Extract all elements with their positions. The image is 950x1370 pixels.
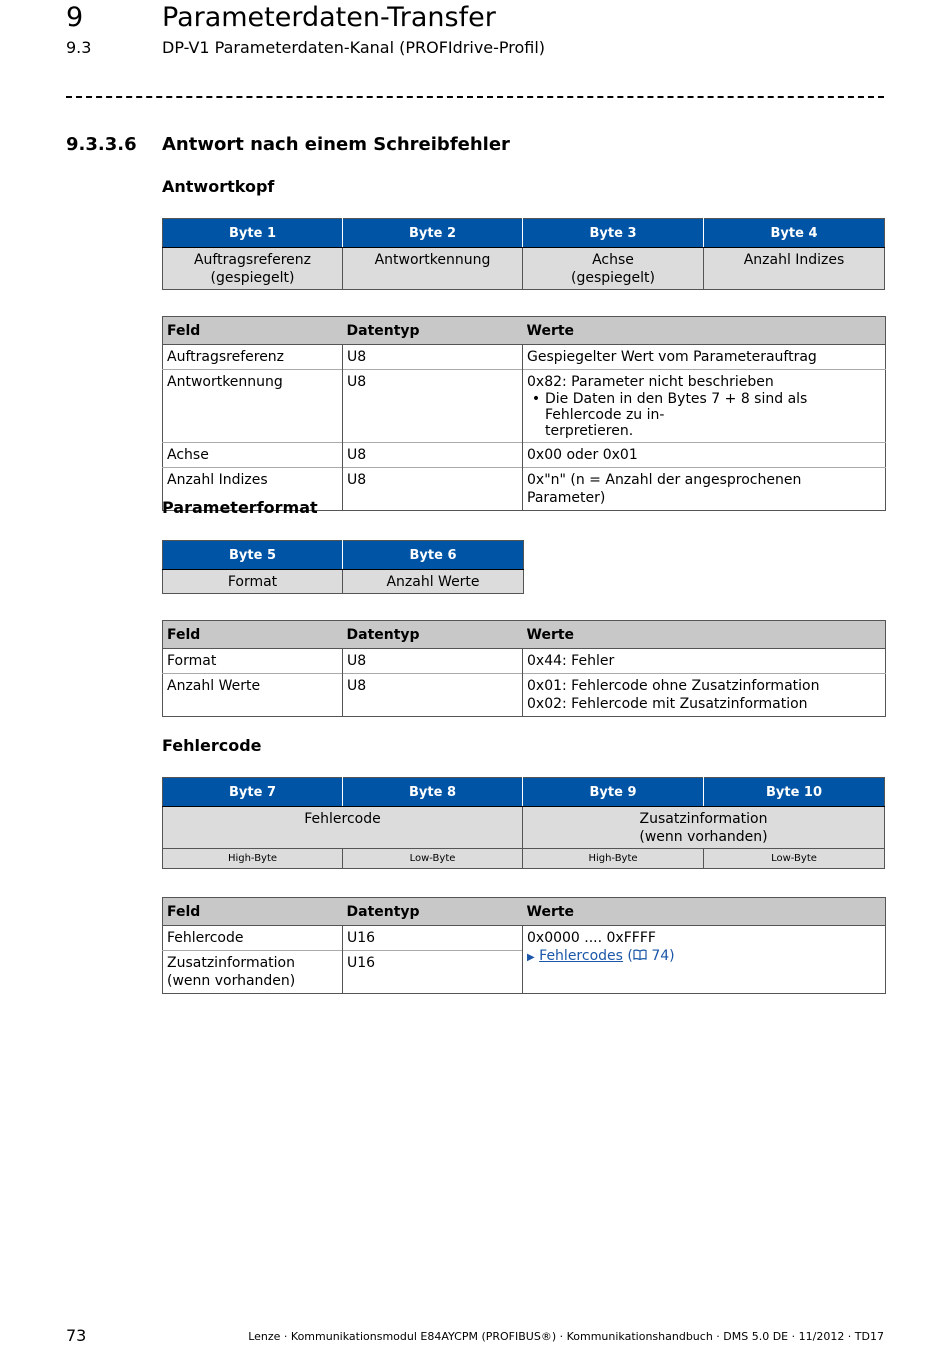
antwortkopf-byte-table bbox=[162, 218, 885, 290]
field-cell: Anzahl Indizes bbox=[163, 468, 343, 511]
value-line: 0x01: Fehlercode ohne Zusatzinformation bbox=[527, 678, 820, 694]
field-cell: Format bbox=[167, 653, 217, 669]
value-line: 0x82: Parameter nicht beschrieben bbox=[527, 374, 774, 390]
field-cell: Achse bbox=[163, 443, 343, 468]
bullet-dot-icon: • bbox=[531, 391, 541, 407]
column-header: Datentyp bbox=[343, 621, 523, 649]
type-cell: U8 bbox=[343, 345, 523, 370]
byte-header: Byte 10 bbox=[704, 778, 885, 807]
heading-title: Antwort nach einem Schreibfehler bbox=[162, 134, 510, 155]
field-cell: Anzahl Werte bbox=[163, 674, 343, 717]
byte-cell: Format bbox=[163, 570, 343, 594]
byte-cell bbox=[163, 248, 343, 290]
bullet-line: Die Daten in den Bytes 7 + 8 sind als Fehlercode zu in- bbox=[545, 391, 808, 423]
byte-header: Byte 5 bbox=[163, 541, 343, 570]
cell-line: Achse bbox=[592, 252, 634, 268]
column-header: Feld bbox=[163, 621, 343, 649]
type-cell: U8 bbox=[343, 443, 523, 468]
type-cell: U8 bbox=[343, 370, 523, 443]
parameterformat-field-table bbox=[162, 620, 886, 717]
antwortkopf-field-table bbox=[162, 316, 886, 511]
value-cell: 0x44: Fehler bbox=[523, 649, 886, 674]
byte-cell bbox=[523, 807, 885, 849]
field-cell: Antwortkennung bbox=[163, 370, 343, 443]
byte-sub-cell: High-Byte bbox=[523, 849, 704, 869]
header-divider bbox=[66, 96, 884, 98]
heading-number: 9.3.3.6 bbox=[66, 134, 137, 155]
cell-line: Zusatzinformation bbox=[639, 811, 768, 827]
table-row bbox=[163, 443, 886, 468]
reference-link-line bbox=[527, 947, 881, 967]
link-paren: ( bbox=[627, 948, 633, 964]
type-cell: U16 bbox=[343, 926, 523, 951]
byte-header: Byte 8 bbox=[343, 778, 523, 807]
link-page[interactable]: 74) bbox=[651, 948, 675, 964]
byte-header: Byte 4 bbox=[704, 219, 885, 248]
byte-header: Byte 6 bbox=[343, 541, 524, 570]
byte-sub-cell: Low-Byte bbox=[343, 849, 523, 869]
value-cell: 0x"n" (n = Anzahl der angesprochenen Parameter) bbox=[523, 468, 886, 511]
byte-sub-cell: High-Byte bbox=[163, 849, 343, 869]
byte-header: Byte 3 bbox=[523, 219, 704, 248]
fehlercode-byte-table bbox=[162, 777, 885, 869]
column-header: Datentyp bbox=[343, 898, 523, 926]
value-cell: Gespiegelter Wert vom Parameterauftrag bbox=[523, 345, 886, 370]
section-number: 9.3 bbox=[66, 38, 92, 57]
value-cell bbox=[523, 926, 886, 994]
column-header: Feld bbox=[163, 898, 343, 926]
table-row bbox=[163, 674, 886, 717]
cell-line: (gespiegelt) bbox=[210, 270, 295, 286]
bullet-item bbox=[527, 391, 881, 439]
field-cell: Fehlercode bbox=[167, 930, 244, 946]
column-header: Feld bbox=[163, 317, 343, 345]
table-row bbox=[163, 345, 886, 370]
table-row bbox=[163, 370, 886, 443]
value-line: 0x0000 .... 0xFFFF bbox=[527, 930, 656, 946]
book-icon bbox=[633, 948, 647, 964]
byte-header: Byte 7 bbox=[163, 778, 343, 807]
column-header: Werte bbox=[523, 621, 886, 649]
parameterformat-byte-table bbox=[162, 540, 524, 594]
value-cell: 0x00 oder 0x01 bbox=[523, 443, 886, 468]
byte-header: Byte 2 bbox=[343, 219, 523, 248]
table-row bbox=[163, 926, 886, 951]
cell-line: Auftragsreferenz bbox=[193, 252, 312, 268]
chapter-number: 9 bbox=[66, 2, 84, 33]
chapter-title: Parameterdaten-Transfer bbox=[162, 2, 496, 33]
field-cell: Auftragsreferenz bbox=[167, 349, 285, 365]
table-row bbox=[163, 649, 886, 674]
byte-cell: Fehlercode bbox=[163, 807, 523, 849]
subheading-antwortkopf: Antwortkopf bbox=[162, 177, 275, 196]
value-cell bbox=[523, 674, 886, 717]
byte-header: Byte 9 bbox=[523, 778, 704, 807]
type-cell: U8 bbox=[343, 468, 523, 511]
type-cell: U8 bbox=[343, 674, 523, 717]
footer-text: Lenze · Kommunikationsmodul E84AYCPM (PROFIBUS®) · Kommunikationshandbuch · DMS 5.0 DE · 11/2012 · TD17 bbox=[248, 1330, 884, 1343]
page-number: 73 bbox=[66, 1326, 87, 1345]
byte-cell: Anzahl Indizes bbox=[704, 248, 885, 290]
column-header: Werte bbox=[523, 317, 886, 345]
field-cell bbox=[163, 951, 343, 994]
type-cell: U8 bbox=[343, 649, 523, 674]
byte-header: Byte 1 bbox=[163, 219, 343, 248]
value-cell bbox=[523, 370, 886, 443]
type-cell: U16 bbox=[343, 951, 523, 994]
column-header: Datentyp bbox=[343, 317, 523, 345]
bullet-text bbox=[545, 391, 881, 439]
fehlercodes-link[interactable]: Fehlercodes bbox=[539, 948, 623, 964]
byte-cell bbox=[523, 248, 704, 290]
field-line: Zusatzinformation bbox=[167, 955, 295, 971]
section-title: DP-V1 Parameterdaten-Kanal (PROFIdrive-Profil) bbox=[162, 38, 546, 57]
fehlercode-field-table bbox=[162, 897, 886, 994]
byte-cell: Antwortkennung bbox=[343, 248, 523, 290]
cell-line: (wenn vorhanden) bbox=[639, 829, 768, 845]
cell-line: (gespiegelt) bbox=[571, 270, 655, 286]
byte-cell: Anzahl Werte bbox=[343, 570, 524, 594]
column-header: Werte bbox=[523, 898, 886, 926]
bullet-line: terpretieren. bbox=[545, 423, 634, 439]
subheading-parameterformat: Parameterformat bbox=[162, 498, 318, 517]
triangle-right-icon: ▶ bbox=[527, 952, 535, 963]
field-line: (wenn vorhanden) bbox=[167, 973, 296, 989]
value-line: 0x02: Fehlercode mit Zusatzinformation bbox=[527, 696, 808, 712]
subheading-fehlercode: Fehlercode bbox=[162, 736, 262, 755]
byte-sub-cell: Low-Byte bbox=[704, 849, 885, 869]
